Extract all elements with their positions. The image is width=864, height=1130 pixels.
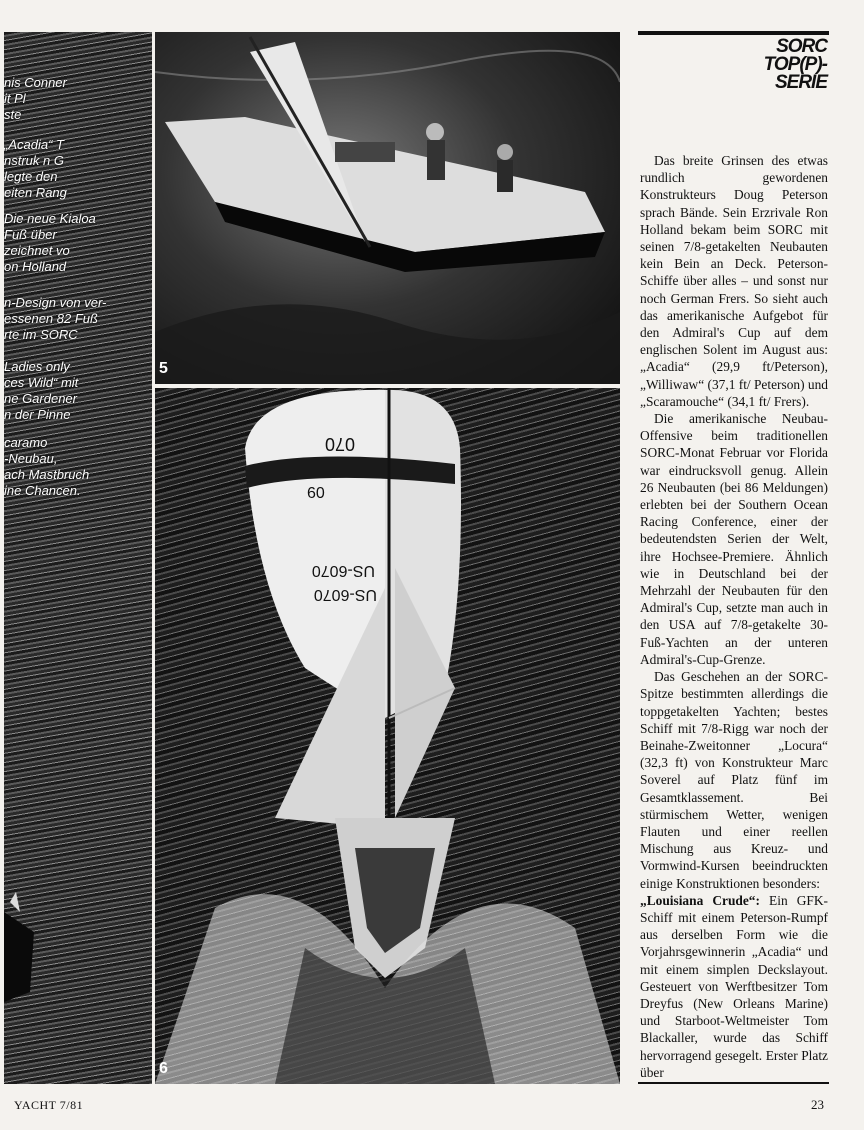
section-title-line: SERIE — [774, 72, 827, 93]
sail-number-text: US-6070 — [311, 562, 375, 579]
caption-fragment: ne Gardener — [4, 391, 77, 406]
caption-fragment: eiten Rang — [4, 185, 67, 200]
caption-fragment: nstruk n G — [4, 153, 64, 168]
issue-label: YACHT 7/81 — [14, 1098, 84, 1112]
yacht-spinnaker-illustration — [155, 388, 620, 1084]
photo-number-6: 6 — [159, 1060, 168, 1077]
caption-fragment: ste — [4, 107, 22, 122]
photo-number-5: 5 — [159, 360, 168, 377]
photo-yacht-heeling — [155, 32, 620, 384]
column-bottom-rule — [638, 1082, 829, 1084]
caption-fragment: on Holland — [4, 259, 67, 274]
caption-fragment: Die neue Kialoa — [4, 211, 96, 226]
caption-fragment: rte im SORC — [4, 327, 78, 342]
caption-fragment: -Neubau, — [4, 451, 58, 466]
section-title-line: SORC — [776, 36, 827, 57]
caption-fragment: zeichnet vo — [4, 243, 70, 258]
caption-fragment: n der Pinne — [4, 407, 71, 422]
article-paragraph-text: Ein GFK-Schiff mit einem Peterson-Rumpf aus derselben Form wie die Vorjahrsgewinnerin „Acadia“ und mit einem simplen Deckslayout. Gesteuert von Werftbesitzer Tom Dreyfus (New Orleans Marine) und Starboot-Weltmeister Tom Blackaller, wurde das Schiff hervorragend gesegelt. Erster Platz über — [640, 892, 828, 1080]
caption-fragment: it Pl — [4, 91, 26, 106]
left-photo-strip — [4, 32, 152, 1084]
section-title — [640, 38, 827, 92]
photo-yacht-spinnaker — [155, 388, 620, 1084]
caption-fragment: essenen 82 Fuß — [4, 311, 98, 326]
caption-fragment: caramo — [4, 435, 48, 450]
caption-fragment: ach Mastbruch — [4, 467, 90, 482]
article-paragraph: Das breite Grinsen des etwas rundlich gewordenen Konstrukteurs Doug Peterson sprach Bände. Sein Erzrivale Ron Holland bekam beim SORC mit seinen 7/8-getakelten Neubauten kein Bein an Deck. Peterson-Schiffe über alles – und sonst nur noch German Frers. So sieht auch das amerikanische Aufgebot für den Admiral's Cup auf dem englischen Solent im August aus: „Acadia“ (29,9 ft/Peterson), „Williwaw“ (37,1 ft/ Peterson) und „Scaramouche“ (34,1 ft/ Frers). — [640, 153, 828, 409]
caption-fragment: n-Design von ver- — [4, 295, 107, 310]
caption-fragment: „Acadia“ T — [4, 137, 64, 152]
caption-fragment: Ladies only — [4, 359, 70, 374]
page-number: 23 — [811, 1097, 824, 1112]
yacht-heeling-illustration — [155, 32, 620, 384]
sail-number-text: 60 — [307, 485, 325, 502]
article-paragraph: Das Geschehen an der SORC-Spitze bestimmten allerdings die toppgetakelten Yachten; bestes Schiff mit 7/8-Rigg war noch der Beinahe-Zweitonner „Locura“ (32,3 ft) von Konstrukteur Marc Soverel auf Platz fünf im Gesamtklassement. Bei stürmischem Wetter, wenigen Flauten und einer reellen Mischung aus Kreuz- und Vormwind-Kursen beeindruckten einige Konstruktionen besonders: — [640, 669, 828, 891]
caption-fragment: ine Chancen. — [4, 483, 81, 498]
section-title-line: TOP(P)- — [763, 54, 827, 75]
sail-number-text: US-6070 — [313, 586, 377, 603]
article-column — [640, 152, 828, 1081]
heading-rule — [638, 31, 829, 35]
caption-fragment: nis Conner — [4, 75, 67, 90]
boat-name-lead: „Louisiana Crude“: — [640, 892, 760, 908]
article-paragraph — [640, 892, 828, 1081]
sail-number-text: 070 — [324, 434, 355, 454]
caption-fragment: Fuß über — [4, 227, 57, 242]
caption-fragment: ces Wild“ mit — [4, 375, 79, 390]
article-paragraph: Die amerikanische Neubau-Offensive beim traditionellen SORC-Monat Februar vor Florida war eindrucksvoll genug. Allein 26 Neubauten (bei 86 Meldungen) erlebten bei der Southern Ocean Racing Conference, einer der bedeutendsten Serien der Welt, ihre Hochsee-Premiere. Ähnlich wie in Deutschland bei der Mehrzahl der Neubauten für den Admiral's Cup, setzte man auch in den USA auf 7/8-getakelte 30-Fuß-Yachten an der unteren Admiral's-Cup-Grenze. — [640, 411, 828, 667]
caption-fragment: legte den — [4, 169, 58, 184]
